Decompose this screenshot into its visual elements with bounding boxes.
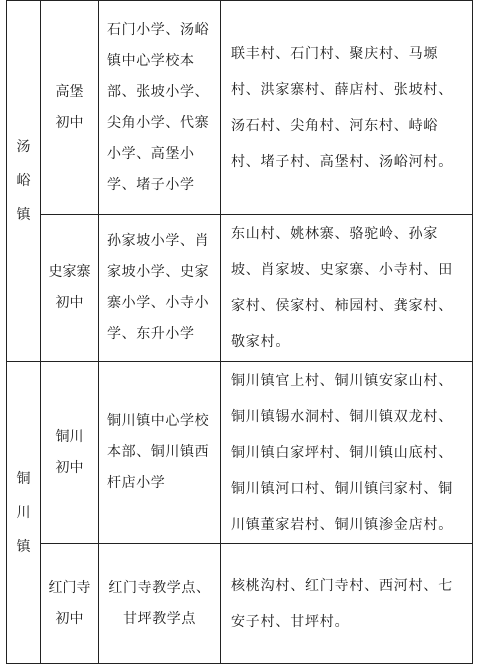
school-cell <box>41 1 99 215</box>
villages-cell: 铜川镇官上村、铜川镇安家山村、铜川镇锡水洞村、铜川镇双龙村、铜川镇白家坪村、铜川镇山底村、铜川镇河口村、铜川镇闫家村、铜川镇董家岩村、铜川镇渗金店村。 <box>221 362 473 544</box>
school-name-line1: 史家寨 <box>48 264 91 280</box>
villages-cell: 核桃沟村、红门寺村、西河村、七安子村、甘坪村。 <box>221 544 473 664</box>
town-char: 镇 <box>16 538 31 555</box>
town-char: 镇 <box>16 207 31 223</box>
table-row <box>7 362 473 544</box>
school-name-line1: 高堡 <box>55 83 84 100</box>
school-name-line2: 初中 <box>55 114 84 131</box>
town-char: 汤 <box>16 139 31 155</box>
villages-cell: 联丰村、石门村、聚庆村、马塬村、洪家寨村、薛店村、张坡村、汤石村、尖角村、河东村、峙峪村、堵子村、高堡村、汤峪河村。 <box>221 1 473 215</box>
school-cell <box>41 544 99 664</box>
school-name-line2: 初中 <box>55 610 84 627</box>
school-name-line2: 初中 <box>55 459 84 476</box>
primary-schools-cell <box>99 544 221 664</box>
school-district-table <box>6 0 473 664</box>
villages-cell: 东山村、姚林寨、骆驼岭、孙家坡、肖家坡、史家寨、小寺村、田家村、侯家村、柿园村、龚家村、敬家村。 <box>221 215 473 362</box>
primary-schools-cell: 铜川镇中心学校本部、铜川镇西杆店小学 <box>99 362 221 544</box>
school-cell <box>41 362 99 544</box>
primary-schools-cell: 石门小学、汤峪镇中心学校本部、张坡小学、尖角小学、代寨小学、高堡小学、堵子小学 <box>99 1 221 215</box>
town-char: 峪 <box>16 173 31 189</box>
primary-schools-cell: 孙家坡小学、肖家坡小学、史家寨小学、小寺小学、东升小学 <box>99 215 221 362</box>
town-cell-tongchuan <box>7 362 41 664</box>
town-cell-tangyu <box>7 1 41 362</box>
table-row <box>7 215 473 362</box>
school-name-line2: 初中 <box>55 295 84 311</box>
school-name-line1: 红门寺 <box>48 579 91 596</box>
primary-schools-line2: 甘坪教学点 <box>123 610 196 627</box>
table-row <box>7 544 473 664</box>
table-row <box>7 1 473 215</box>
primary-schools-line1: 红门寺教学点、 <box>108 579 211 596</box>
town-char: 川 <box>16 504 31 521</box>
school-name-line1: 铜川 <box>55 428 84 445</box>
school-cell <box>41 215 99 362</box>
town-char: 铜 <box>16 470 31 487</box>
